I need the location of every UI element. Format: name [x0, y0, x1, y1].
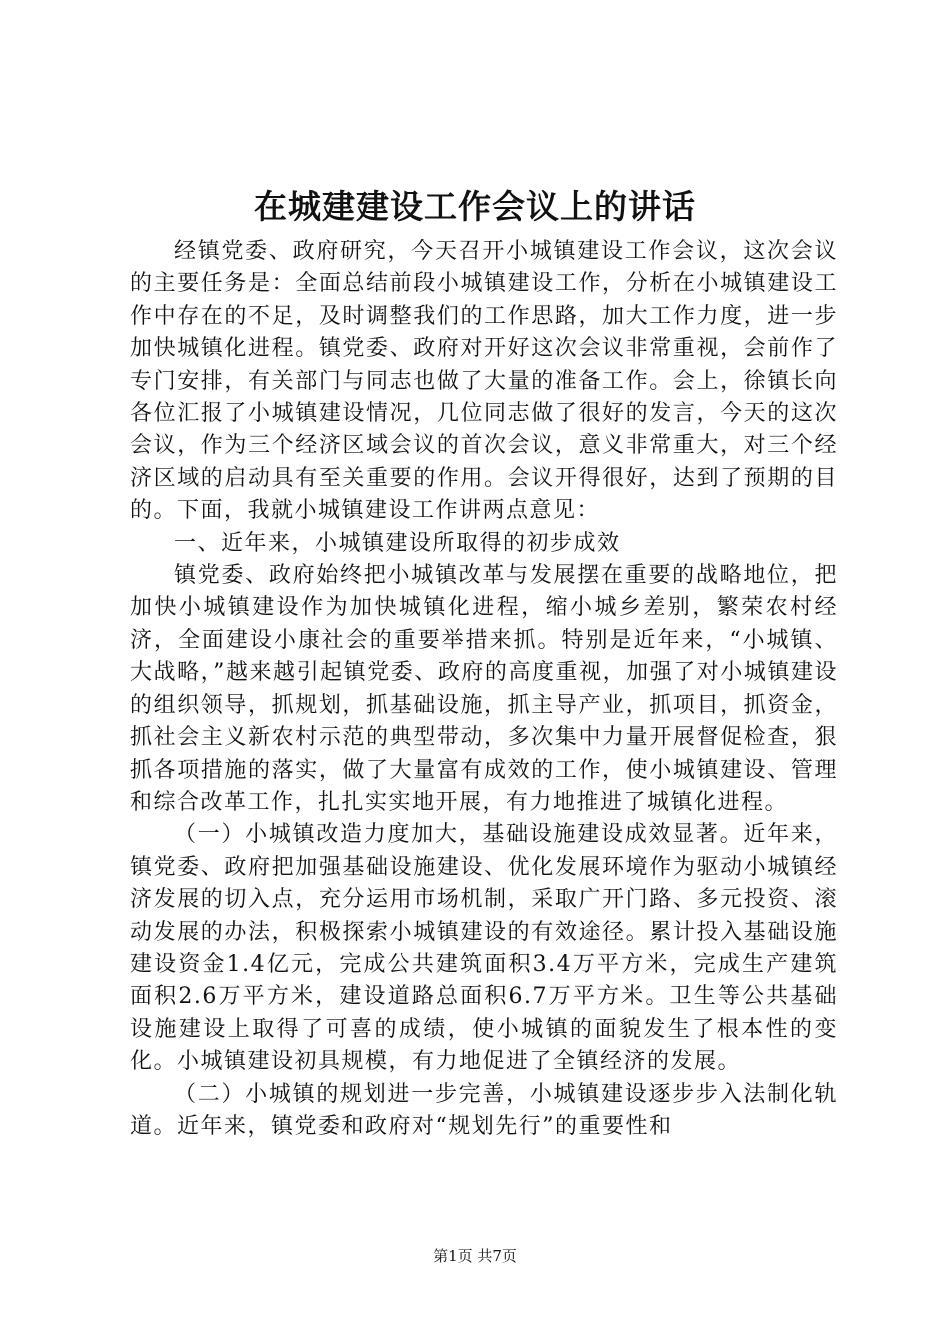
section-heading-1: 一、近年来，小城镇建设所取得的初步成效: [174, 530, 621, 556]
subsection-2-paragraph: （二）小城镇的规划进一步完善，小城镇建设逐步步入法制化轨道。近年来，镇党委和政府对“规划先行”的重要性和: [130, 1081, 838, 1139]
page-number-footer: 第1页 共7页: [433, 1247, 517, 1265]
document-title: 在城建建设工作会议上的讲话: [254, 187, 696, 226]
intro-paragraph: 经镇党委、政府研究，今天召开小城镇建设工作会议，这次会议的主要任务是：全面总结前段小城镇建设工作，分析在小城镇建设工作中存在的不足，及时调整我们的工作思路，加大工作力度，进一步加快城镇化进程。镇党委、政府对开好这次会议非常重视，会前作了专门安排，有关部门与同志也做了大量的准备工作。会上，徐镇长向各位汇报了小城镇建设情况，几位同志做了很好的发言，今天的这次会议，作为三个经济区域会议的首次会议，意义非常重大，对三个经济区域的启动具有至关重要的作用。会议开得很好，达到了预期的目的。下面，我就小城镇建设工作讲两点意见：: [130, 239, 838, 524]
document-body: [130, 236, 838, 1143]
subsection-1-paragraph: （一）小城镇改造力度加大，基础设施建设成效显著。近年来，镇党委、政府把加强基础设施建设、优化发展环境作为驱动小城镇经济发展的切入点，充分运用市场机制，采取广开门路、多元投资、滚动发展的办法，积极探索小城镇建设的有效途径。累计投入基础设施建设资金1.4亿元，完成公共建筑面积3.4万平方米，完成生产建筑面积2.6万平方米，建设道路总面积6.7万平方米。卫生等公共基础设施建设上取得了可喜的成绩，使小城镇的面貌发生了根本性的变化。小城镇建设初具规模，有力地促进了全镇经济的发展。: [130, 822, 838, 1075]
section-1-paragraph: 镇党委、政府始终把小城镇改革与发展摆在重要的战略地位，把加快小城镇建设作为加快城镇化进程，缩小城乡差别，繁荣农村经济，全面建设小康社会的重要举措来抓。特别是近年来，“小城镇、大战略，”越来越引起镇党委、政府的高度重视，加强了对小城镇建设的组织领导，抓规划，抓基础设施，抓主导产业，抓项目，抓资金，抓社会主义新农村示范的典型带动，多次集中力量开展督促检查，狠抓各项措施的落实，做了大量富有成效的工作，使小城镇建设、管理和综合改革工作，扎扎实实地开展，有力地推进了城镇化进程。: [130, 563, 838, 815]
